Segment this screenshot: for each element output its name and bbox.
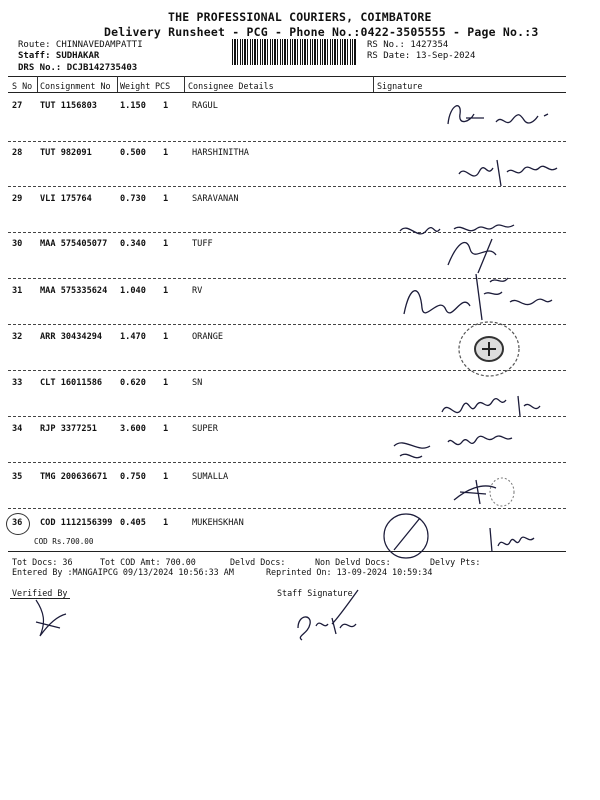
delivered-docs: Delvd Docs: xyxy=(230,557,286,567)
verifier-signature-icon xyxy=(30,592,70,642)
verified-by-label: Verified By xyxy=(12,588,68,598)
table-top-rule xyxy=(8,76,566,77)
row-weight: 1.150 xyxy=(120,101,146,111)
reprinted-on: Reprinted On: 13-09-2024 10:59:34 xyxy=(266,567,433,577)
row-consignment: TMG 200636671 xyxy=(40,472,108,482)
row-consignment: CLT 16011586 xyxy=(40,378,103,388)
row-consignment: VLI 175764 xyxy=(40,194,92,204)
row-weight: 1.040 xyxy=(120,286,146,296)
signature-icon xyxy=(440,96,560,136)
barcode xyxy=(232,39,356,65)
signature-icon xyxy=(436,386,546,426)
row-sno: 36 xyxy=(12,518,23,528)
non-delivered-docs: Non Delvd Docs: xyxy=(315,557,391,567)
row-consignment: COD 1112156399 xyxy=(40,518,113,528)
row-consignment: RJP 3377251 xyxy=(40,424,97,434)
row-pcs: 1 xyxy=(163,286,169,296)
col-divider xyxy=(117,76,118,92)
row-pcs: 1 xyxy=(163,472,169,482)
entered-by: Entered By :MANGAIPCG 09/13/2024 10:56:33 AM xyxy=(12,567,234,577)
row-sno: 30 xyxy=(12,239,23,249)
col-divider xyxy=(37,76,38,92)
row-weight: 1.470 xyxy=(120,332,146,342)
col-divider xyxy=(184,76,185,92)
row-sno: 35 xyxy=(12,472,23,482)
row-consignee: ORANGE xyxy=(192,332,224,342)
row-consignee: SARAVANAN xyxy=(192,194,239,204)
staff-signature-icon xyxy=(292,584,382,644)
row-weight: 0.620 xyxy=(120,378,146,388)
row-pcs: 1 xyxy=(163,194,169,204)
runsheet-subtitle: Delivery Runsheet - PCG - Phone No.:0422-3505555 - Page No.:3 xyxy=(104,25,539,39)
col-header-weight: Weight xyxy=(120,81,151,91)
stamp-icon xyxy=(454,318,524,380)
table-header-rule xyxy=(8,92,566,93)
row-sno: 33 xyxy=(12,378,23,388)
row-sno: 29 xyxy=(12,194,23,204)
col-header-consignment: Consignment No xyxy=(40,81,111,91)
row-consignee: SUMALLA xyxy=(192,472,229,482)
row-weight: 0.405 xyxy=(120,518,146,528)
col-header-signature: Signature xyxy=(377,81,423,91)
row-consignee: SUPER xyxy=(192,424,218,434)
staff-label: Staff: SUDHAKAR xyxy=(18,51,100,61)
row-weight: 0.340 xyxy=(120,239,146,249)
row-pcs: 1 xyxy=(163,101,169,111)
row-consignee: MUKEHSKHAN xyxy=(192,518,244,528)
cod-amount-note: COD Rs.700.00 xyxy=(34,537,94,546)
row-sno: 32 xyxy=(12,332,23,342)
row-pcs: 1 xyxy=(163,332,169,342)
row-consignment: TUT 1156803 xyxy=(40,101,97,111)
row-weight: 0.750 xyxy=(120,472,146,482)
row-pcs: 1 xyxy=(163,518,169,528)
drs-number: DRS No.: DCJB142735403 xyxy=(18,63,138,73)
row-weight: 0.730 xyxy=(120,194,146,204)
row-consignee: RAGUL xyxy=(192,101,218,111)
signature-icon xyxy=(390,426,560,466)
row-consignment: MAA 575405077 xyxy=(40,239,108,249)
row-consignment: MAA 575335624 xyxy=(40,286,108,296)
company-title: THE PROFESSIONAL COURIERS, COIMBATORE xyxy=(168,10,432,24)
staff-signature-label: Staff Signature xyxy=(277,588,353,598)
total-docs: Tot Docs: 36 xyxy=(12,557,73,567)
row-pcs: 1 xyxy=(163,378,169,388)
rs-number: RS No.: 1427354 xyxy=(367,40,449,50)
row-consignment: TUT 982091 xyxy=(40,148,92,158)
row-consignee: HARSHINITHA xyxy=(192,148,249,158)
col-header-pcs: PCS xyxy=(155,81,171,91)
row-pcs: 1 xyxy=(163,424,169,434)
row-pcs: 1 xyxy=(163,148,169,158)
total-cod-amount: Tot COD Amt: 700.00 xyxy=(100,557,196,567)
row-consignee: TUFF xyxy=(192,239,213,249)
delivery-points: Delvy Pts: xyxy=(430,557,481,567)
row-weight: 3.600 xyxy=(120,424,146,434)
row-sno: 31 xyxy=(12,286,23,296)
signature-icon xyxy=(380,510,560,560)
row-consignee: SN xyxy=(192,378,203,388)
signature-icon xyxy=(446,470,516,510)
row-sno: 28 xyxy=(12,148,23,158)
col-header-consignee: Consignee Details xyxy=(188,81,274,91)
row-consignee: RV xyxy=(192,286,203,296)
row-consignment: ARR 30434294 xyxy=(40,332,103,342)
row-divider xyxy=(8,141,566,142)
col-header-sno: S No xyxy=(12,81,33,91)
row-sno: 27 xyxy=(12,101,23,111)
route-label: Route: CHINNAVEDAMPATTI xyxy=(18,40,143,50)
row-weight: 0.500 xyxy=(120,148,146,158)
rs-date: RS Date: 13-Sep-2024 xyxy=(367,51,476,61)
row-pcs: 1 xyxy=(163,239,169,249)
signature-icon xyxy=(455,152,575,192)
col-divider xyxy=(373,76,374,92)
row-sno: 34 xyxy=(12,424,23,434)
